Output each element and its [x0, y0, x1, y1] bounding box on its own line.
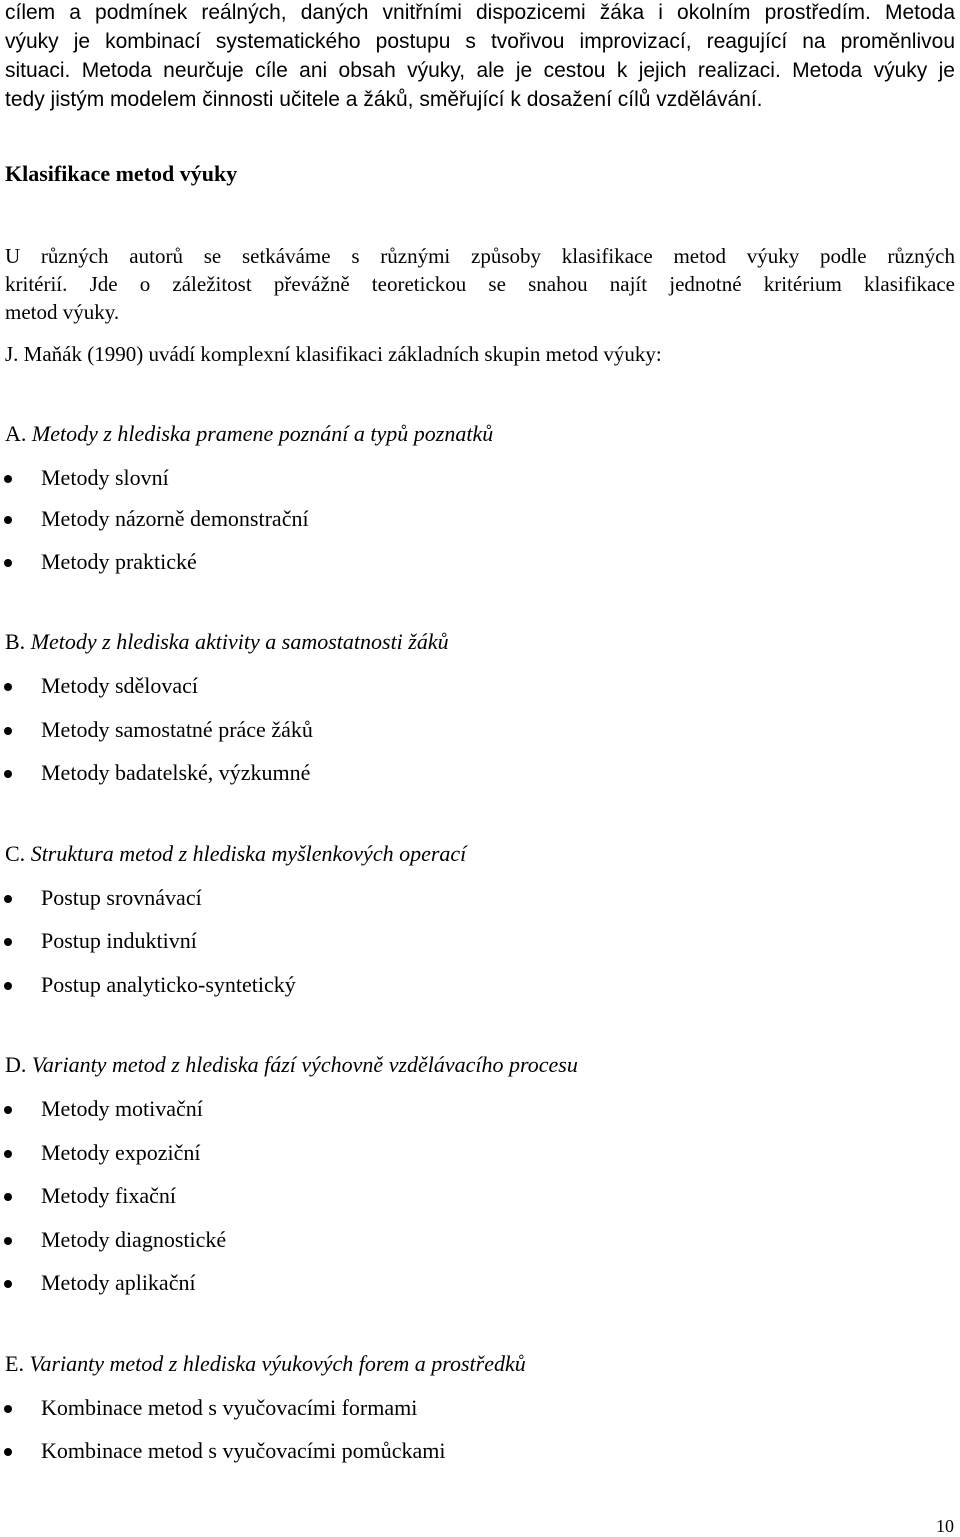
paragraph-line: kritérií. Jde o záležitost převážně teoretickou se snahou najít jednotné kritérium klasifikace — [5, 272, 955, 296]
bullet-icon — [4, 770, 12, 778]
list-item-label: Metody sdělovací — [41, 673, 199, 698]
paragraph-line: U různých autorů se setkáváme s různými způsoby klasifikace metod výuky podle různých — [5, 244, 955, 268]
bullet-icon — [4, 1237, 12, 1245]
bullet-icon — [4, 559, 12, 567]
list-item-label: Metody aplikační — [41, 1270, 196, 1295]
group-title-d — [5, 1051, 578, 1079]
list-item-label: Metody badatelské, výzkumné — [41, 760, 311, 785]
classification-paragraph — [5, 242, 955, 326]
paragraph-line: metod výuky. — [5, 300, 120, 324]
intro-line: cílem a podmínek reálných, daných vnitřními dispozicemi žáka i okolním prostředím. Metoda — [5, 1, 955, 24]
bullet-icon — [4, 938, 12, 946]
bullet-icon — [4, 1193, 12, 1201]
intro-line: výuky je kombinací systematického postupu s tvořivou improvizací, reagující na proměnlivou — [5, 30, 955, 53]
list-item-label: Metody samostatné práce žáků — [41, 717, 313, 742]
list-item-label: Metody slovní — [41, 465, 169, 490]
list-item-label: Metody motivační — [41, 1096, 203, 1121]
paragraph-line: J. Maňák (1990) uvádí komplexní klasifikaci základních skupin metod výuky: — [5, 342, 662, 366]
group-title-text: Varianty metod z hlediska fází výchovně vzdělávacího procesu — [31, 1052, 578, 1077]
group-title-b — [5, 628, 449, 656]
group-letter: D. — [5, 1052, 27, 1077]
list-item-label: Postup srovnávací — [41, 885, 202, 910]
bullet-icon — [4, 475, 12, 483]
group-title-e — [5, 1350, 526, 1378]
group-title-text: Varianty metod z hlediska výukových forem a prostředků — [29, 1351, 526, 1376]
list-item-label: Metody fixační — [41, 1183, 177, 1208]
bullet-icon — [4, 683, 12, 691]
group-letter: A. — [5, 421, 27, 446]
bullet-icon — [4, 1150, 12, 1158]
bullet-icon — [4, 982, 12, 990]
bullet-icon — [4, 1106, 12, 1114]
intro-line: situaci. Metoda neurčuje cíle ani obsah výuky, ale je cestou k jejich realizaci. Metoda výuky je — [5, 59, 955, 82]
intro-paragraph — [5, 0, 955, 114]
group-letter: B. — [5, 629, 26, 654]
group-letter: C. — [5, 841, 26, 866]
page-number: 10 — [936, 1516, 954, 1536]
bullet-icon — [4, 727, 12, 735]
group-letter: E. — [5, 1351, 24, 1376]
list-item-label: Metody diagnostické — [41, 1227, 227, 1252]
group-title-a — [5, 420, 493, 448]
section-heading: Klasifikace metod výuky — [5, 161, 238, 186]
list-item-label: Metody expoziční — [41, 1140, 201, 1165]
list-item-label: Metody praktické — [41, 549, 197, 574]
source-paragraph — [5, 340, 955, 368]
bullet-icon — [4, 1448, 12, 1456]
group-title-c — [5, 840, 466, 868]
list-item-label: Postup induktivní — [41, 928, 197, 953]
group-title-text: Struktura metod z hlediska myšlenkových operací — [30, 841, 467, 866]
bullet-icon — [4, 1405, 12, 1413]
bullet-icon — [4, 516, 12, 524]
list-item-label: Kombinace metod s vyučovacími formami — [41, 1395, 418, 1420]
list-item-label: Metody názorně demonstrační — [41, 506, 309, 531]
list-item-label: Kombinace metod s vyučovacími pomůckami — [41, 1438, 446, 1463]
group-title-text: Metody z hlediska pramene poznání a typů poznatků — [31, 421, 494, 446]
bullet-icon — [4, 895, 12, 903]
list-item-label: Postup analyticko-syntetický — [41, 972, 296, 997]
bullet-icon — [4, 1280, 12, 1288]
group-title-text: Metody z hlediska aktivity a samostatnosti žáků — [30, 629, 449, 654]
intro-line: tedy jistým modelem činnosti učitele a žáků, směřující k dosažení cílů vzdělávání. — [5, 88, 763, 111]
